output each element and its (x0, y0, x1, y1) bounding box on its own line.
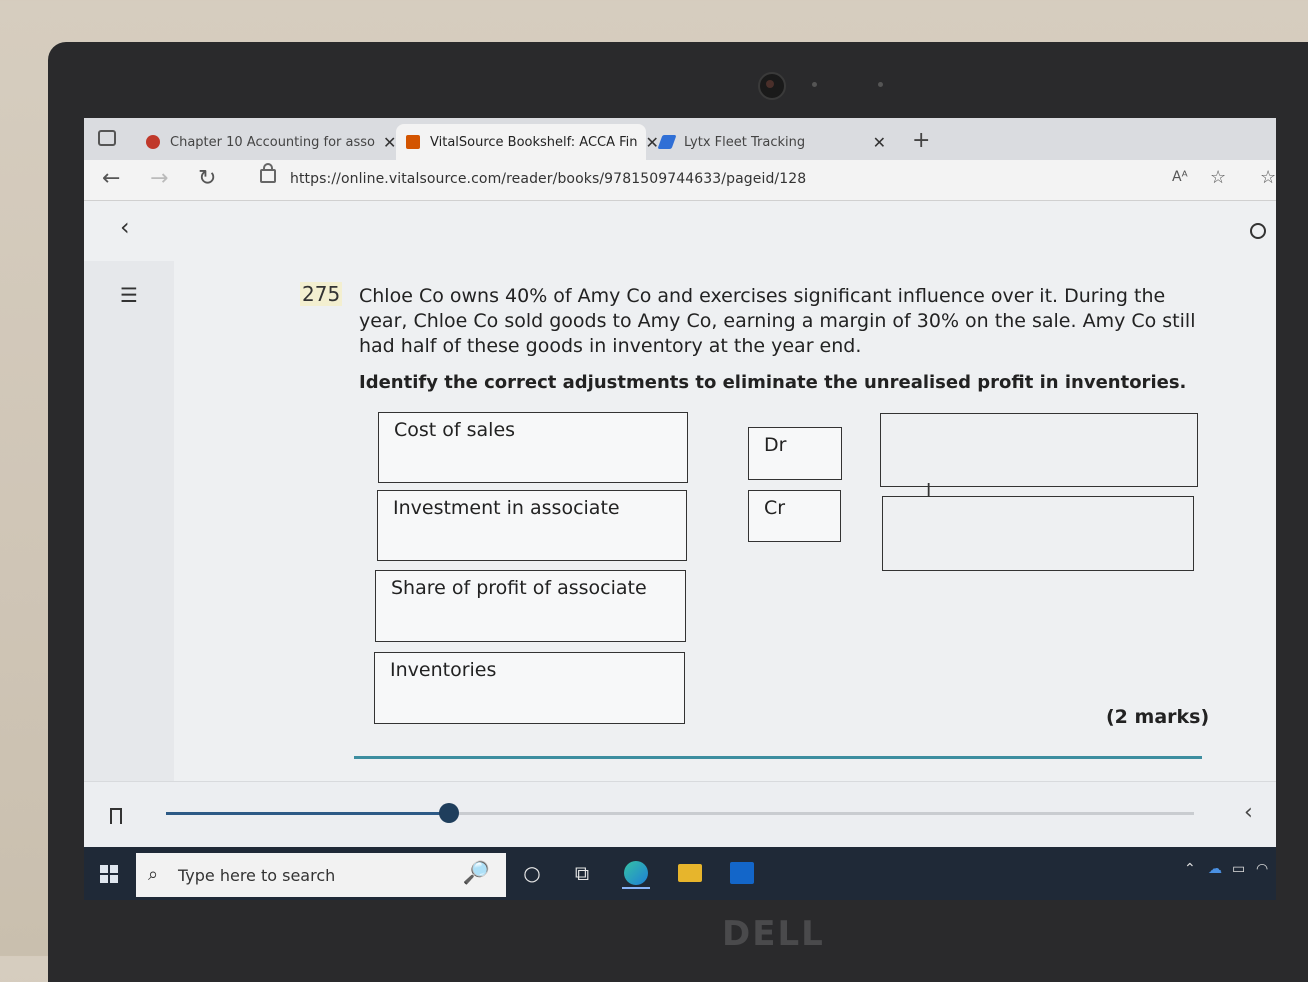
search-icon: ⌕ (148, 864, 159, 885)
page-slider[interactable] (166, 812, 1194, 815)
reader-footer (84, 781, 1276, 848)
battery-icon[interactable]: ▭ (1232, 861, 1246, 877)
previous-page-icon[interactable]: ‹ (1244, 800, 1253, 825)
camera-sensor (812, 82, 817, 87)
outlook-icon[interactable] (728, 859, 756, 887)
favorites-icon[interactable]: ☆ (1260, 167, 1277, 188)
tray-overflow-icon[interactable]: ⌃ (1184, 861, 1196, 877)
cr-label: Cr (748, 490, 841, 542)
option-inventories[interactable]: Inventories (374, 652, 685, 724)
page-slider-handle[interactable] (439, 803, 459, 823)
wifi-icon[interactable]: ◠ (1256, 861, 1269, 877)
file-explorer-icon[interactable] (676, 859, 704, 887)
tab-lytx[interactable] (650, 124, 896, 160)
camera-sensor (878, 82, 883, 87)
screen (84, 118, 1276, 900)
option-cost-of-sales[interactable]: Cost of sales (378, 412, 688, 483)
onedrive-icon[interactable]: ☁ (1208, 861, 1222, 877)
option-share-of-profit[interactable]: Share of profit of associate (375, 570, 686, 642)
refresh-icon[interactable]: ↻ (198, 166, 217, 191)
tab-title: VitalSource Bookshelf: ACCA Fin (430, 134, 638, 150)
question-text: Chloe Co owns 40% of Amy Co and exercises significant influence over it. During the year, Chloe Co sold goods to Amy Co, earning a margin of 30% on the sale. Amy Co still had half of these goods in inventory at the year end. (359, 285, 1196, 357)
reader-sidebar (84, 261, 174, 781)
favorites-add-icon[interactable]: ☆ (1210, 167, 1227, 188)
tab-close-icon[interactable]: ✕ (645, 132, 659, 152)
reader-back-icon[interactable]: ‹ (120, 213, 130, 241)
tab-favicon-icon (657, 135, 676, 149)
page-slider-fill (166, 812, 449, 815)
bookmark-icon[interactable] (110, 808, 122, 824)
task-view-icon[interactable]: ⧉ (574, 861, 590, 885)
new-tab-button[interactable]: + (912, 128, 931, 153)
tab-chapter-10[interactable] (136, 124, 397, 160)
cortana-icon[interactable]: ○ (523, 861, 541, 885)
tab-title: Lytx Fleet Tracking (684, 134, 806, 150)
tab-actions-icon[interactable] (98, 130, 116, 146)
dell-logo: DELL (722, 914, 825, 954)
edge-icon[interactable] (622, 859, 650, 889)
back-icon[interactable]: ← (102, 166, 121, 191)
reader-toolbar (84, 201, 1276, 262)
tab-title: Chapter 10 Accounting for asso (170, 134, 375, 150)
search-highlight-icon: 🔎 (462, 861, 490, 886)
taskbar-search[interactable] (136, 853, 506, 897)
lock-icon[interactable] (260, 169, 276, 183)
section-divider (354, 756, 1202, 759)
dr-answer (881, 414, 1197, 426)
tab-close-icon[interactable]: ✕ (872, 132, 886, 152)
address-bar (84, 160, 1276, 201)
windows-start-icon[interactable] (100, 865, 118, 883)
url-field[interactable]: https://online.vitalsource.com/reader/books/9781509744633/pageid/128 (290, 171, 807, 187)
read-aloud-icon[interactable]: A͏ᴬ (1172, 169, 1188, 185)
tab-close-icon[interactable]: ✕ (382, 132, 397, 152)
question-instruction: Identify the correct adjustments to eliminate the unrealised profit in inventories. (359, 372, 1187, 393)
question-number: 275 (302, 282, 341, 306)
webcam (758, 72, 786, 100)
search-icon[interactable] (1250, 223, 1266, 239)
tab-favicon-icon (406, 135, 420, 149)
forward-icon[interactable]: → (150, 166, 169, 191)
menu-icon[interactable]: ☰ (120, 283, 138, 307)
dr-drop-zone[interactable] (880, 413, 1198, 487)
marks-label: (2 marks) (1106, 706, 1210, 728)
tab-vitalsource[interactable] (396, 124, 659, 160)
tab-favicon-icon (146, 135, 160, 149)
taskbar-search-placeholder: Type here to search (178, 865, 336, 885)
cr-drop-zone[interactable] (882, 496, 1194, 571)
taskbar (84, 847, 1276, 900)
option-investment-in-associate[interactable]: Investment in associate (377, 490, 687, 561)
text-cursor-icon: I (926, 480, 932, 501)
tab-bar (84, 118, 1276, 166)
dr-label: Dr (748, 427, 842, 480)
